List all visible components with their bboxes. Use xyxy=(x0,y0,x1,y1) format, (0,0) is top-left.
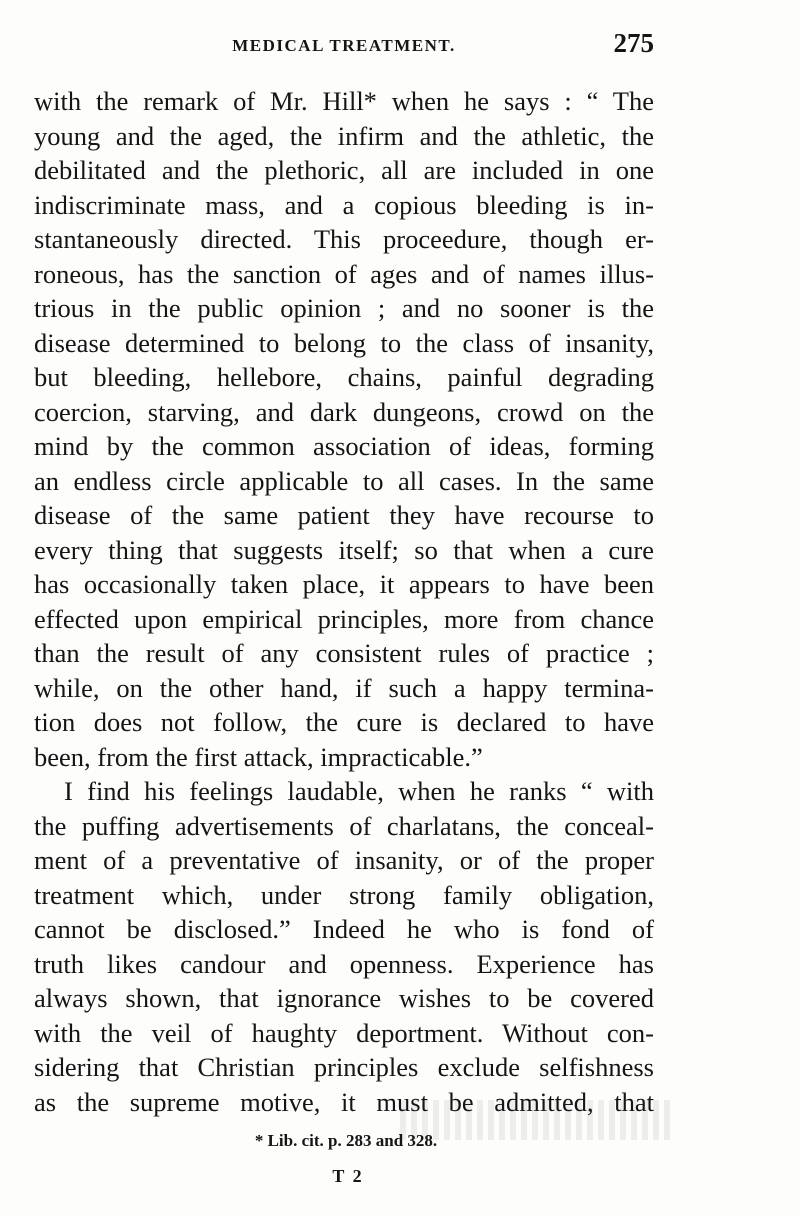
text-line: treatment which, under strong family obligation, xyxy=(34,879,654,910)
text-line: as the supreme motive, it must be admitted, that xyxy=(34,1086,654,1117)
text-line: tion does not follow, the cure is declared to have xyxy=(34,707,654,737)
text-line: the puffing advertisements of charlatans, the conceal- xyxy=(34,810,654,841)
text-line: effected upon empirical principles, more from chance xyxy=(34,603,654,634)
text-line: with the veil of haughty deportment. Without con- xyxy=(34,1017,654,1048)
text-line: every thing that suggests itself; so that when a cure xyxy=(34,534,654,565)
text-line: coercion, starving, and dark dungeons, crowd on the xyxy=(34,396,654,427)
text-line: disease determined to belong to the class of insanity, xyxy=(34,327,654,358)
footnote: * Lib. cit. p. 283 and 328. xyxy=(254,1131,438,1150)
text-line: young and the aged, the infirm and the athletic, the xyxy=(34,120,654,151)
text-line: disease of the same patient they have recourse to xyxy=(34,500,654,530)
text-line: roneous, has the sanction of ages and of names illus- xyxy=(34,258,654,289)
text-line: with the remark of Mr. Hill* when he says : “ The xyxy=(34,86,654,116)
text-line: than the result of any consistent rules of practice ; xyxy=(34,638,654,668)
text-line: trious in the public opinion ; and no sooner is the xyxy=(34,293,654,323)
text-line: I find his feelings laudable, when he ranks “ with xyxy=(64,776,654,806)
text-line: been, from the first attack, impracticable.” xyxy=(34,741,483,772)
text-line: debilitated and the plethoric, all are included in one xyxy=(34,155,654,185)
page-number: 275 xyxy=(613,28,654,58)
signature-mark: T 2 xyxy=(332,1166,364,1186)
text-line: while, on the other hand, if such a happy termina- xyxy=(34,672,654,703)
running-head xyxy=(34,28,654,62)
text-line: has occasionally taken place, it appears to have been xyxy=(34,569,654,599)
text-line: truth likes candour and openness. Experience has xyxy=(34,948,654,979)
text-line: cannot be disclosed.” Indeed he who is fond of xyxy=(34,914,654,944)
text-line: always shown, that ignorance wishes to be covered xyxy=(34,983,654,1013)
text-line: sidering that Christian principles exclude selfishness xyxy=(34,1052,654,1082)
text-line: but bleeding, hellebore, chains, painful degrading xyxy=(34,362,654,392)
text-line: stantaneously directed. This proceedure, though er- xyxy=(34,224,654,254)
text-line: an endless circle applicable to all cases. In the same xyxy=(34,465,654,496)
text-line: mind by the common association of ideas, forming xyxy=(34,431,654,461)
running-title: MEDICAL TREATMENT. xyxy=(232,36,456,55)
text-line: indiscriminate mass, and a copious bleeding is in- xyxy=(34,189,654,220)
text-line: ment of a preventative of insanity, or of the proper xyxy=(34,845,654,875)
body-text xyxy=(34,84,654,1119)
